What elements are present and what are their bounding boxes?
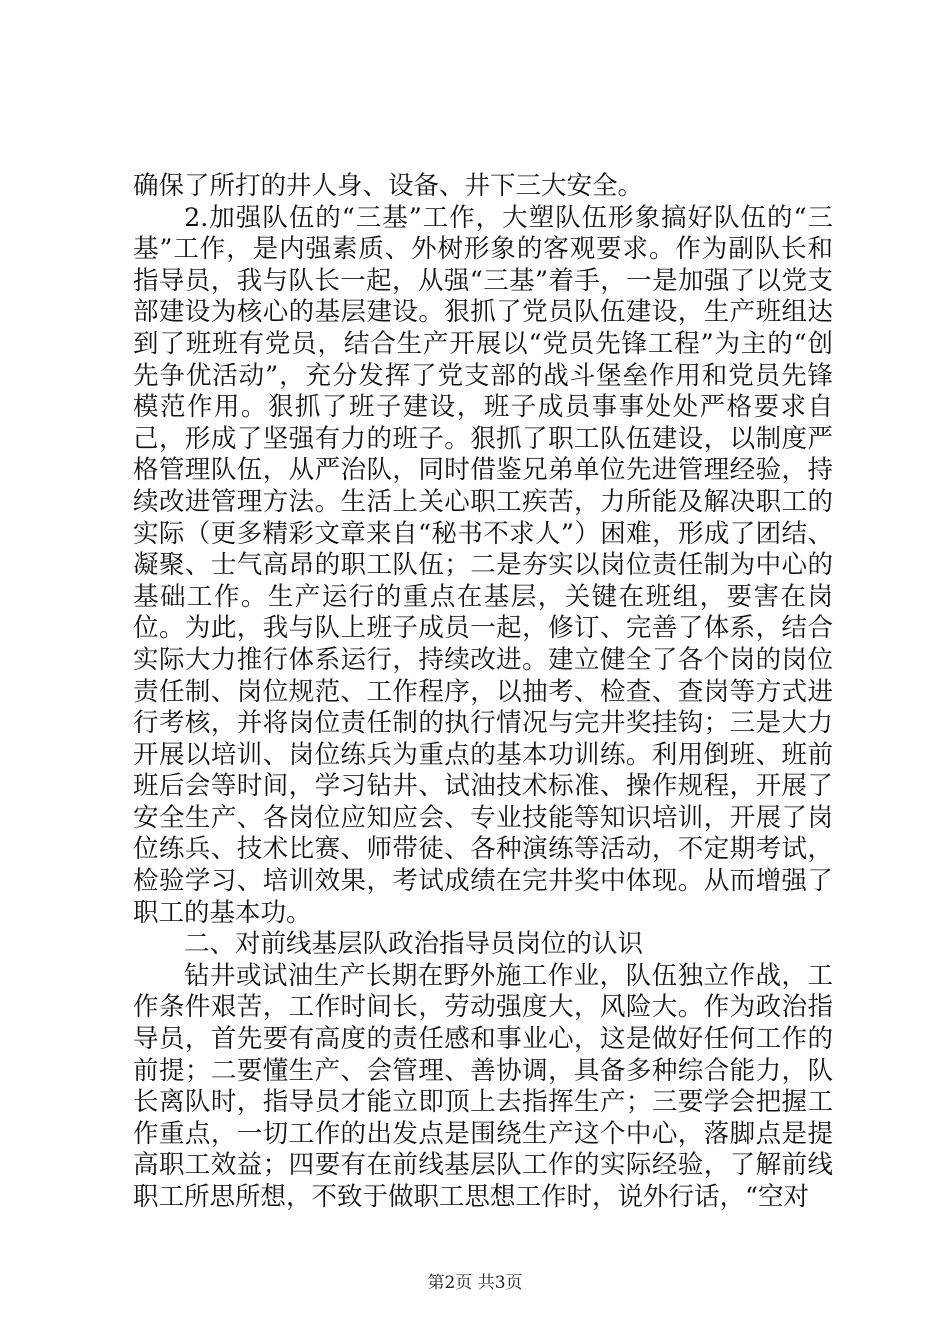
document-body	[133, 171, 833, 1214]
section-heading-instructor-role: 二、对前线基层队政治指导员岗位的认识	[184, 929, 644, 960]
page-number-footer: 第2页 共3页	[427, 1273, 523, 1293]
paragraph-team-three-basics: 2.加强队伍的“三基”工作，大塑队伍形象搞好队伍的“三基”工作，是内强素质、外树形象的客观要求。作为副队长和指导员，我与队长一起，从强“三基”着手，一是加强了以党支部建设为核心的基层建设。狠抓了党员队伍建设，生产班组达到了班班有党员，结合生产开展以“党员先锋工程”为主的“创先争优活动”，充分发挥了党支部的战斗堡垒作用和党员先锋模范作用。狠抓了班子建设，班子成员事事处处严格要求自己，形成了坚强有力的班子。狠抓了职工队伍建设，以制度严格管理队伍，从严治队，同时借鉴兄弟单位先进管理经验，持续改进管理方法。生活上关心职工疾苦，力所能及解决职工的实际（更多精彩文章来自“秘书不求人”）困难，形成了团结、凝聚、士气高昂的职工队伍；二是夯实以岗位责任制为中心的基础工作。生产运行的重点在基层，关键在班组，要害在岗位。为此，我与队上班子成员一起，修订、完善了体系，结合实际大力推行体系运行，持续改进。建立健全了各个岗的岗位责任制、岗位规范、工作程序，以抽考、检查、查岗等方式进行考核，并将岗位责任制的执行情况与完井奖挂钩；三是大力开展以培训、岗位练兵为重点的基本功训练。利用倒班、班前班后会等时间，学习钻井、试油技术标准、操作规程，开展了安全生产、各岗位应知应会、专业技能等知识培训，开展了岗位练兵、技术比赛、师带徒、各种演练等活动，不定期考试，检验学习、培训效果，考试成绩在完井奖中体现。从而增强了职工的基本功。	[133, 202, 833, 928]
paragraph-instructor-role: 钻井或试油生产长期在野外施工作业，队伍独立作战，工作条件艰苦，工作时间长，劳动强度大，风险大。作为政治指导员，首先要有高度的责任感和事业心，这是做好任何工作的前提；二要懂生产、会管理、善协调，具备多种综合能力，队长离队时，指导员才能立即顶上去指挥生产；三要学会把握工作重点，一切工作的出发点是围绕生产这个中心，落脚点是提高职工效益；四要有在前线基层队工作的实际经验，了解前线职工所思所想，不致于做职工思想工作时，说外行话，“空对	[133, 960, 833, 1212]
paragraph-continuation: 确保了所打的井人身、设备、井下三大安全。	[133, 171, 644, 201]
